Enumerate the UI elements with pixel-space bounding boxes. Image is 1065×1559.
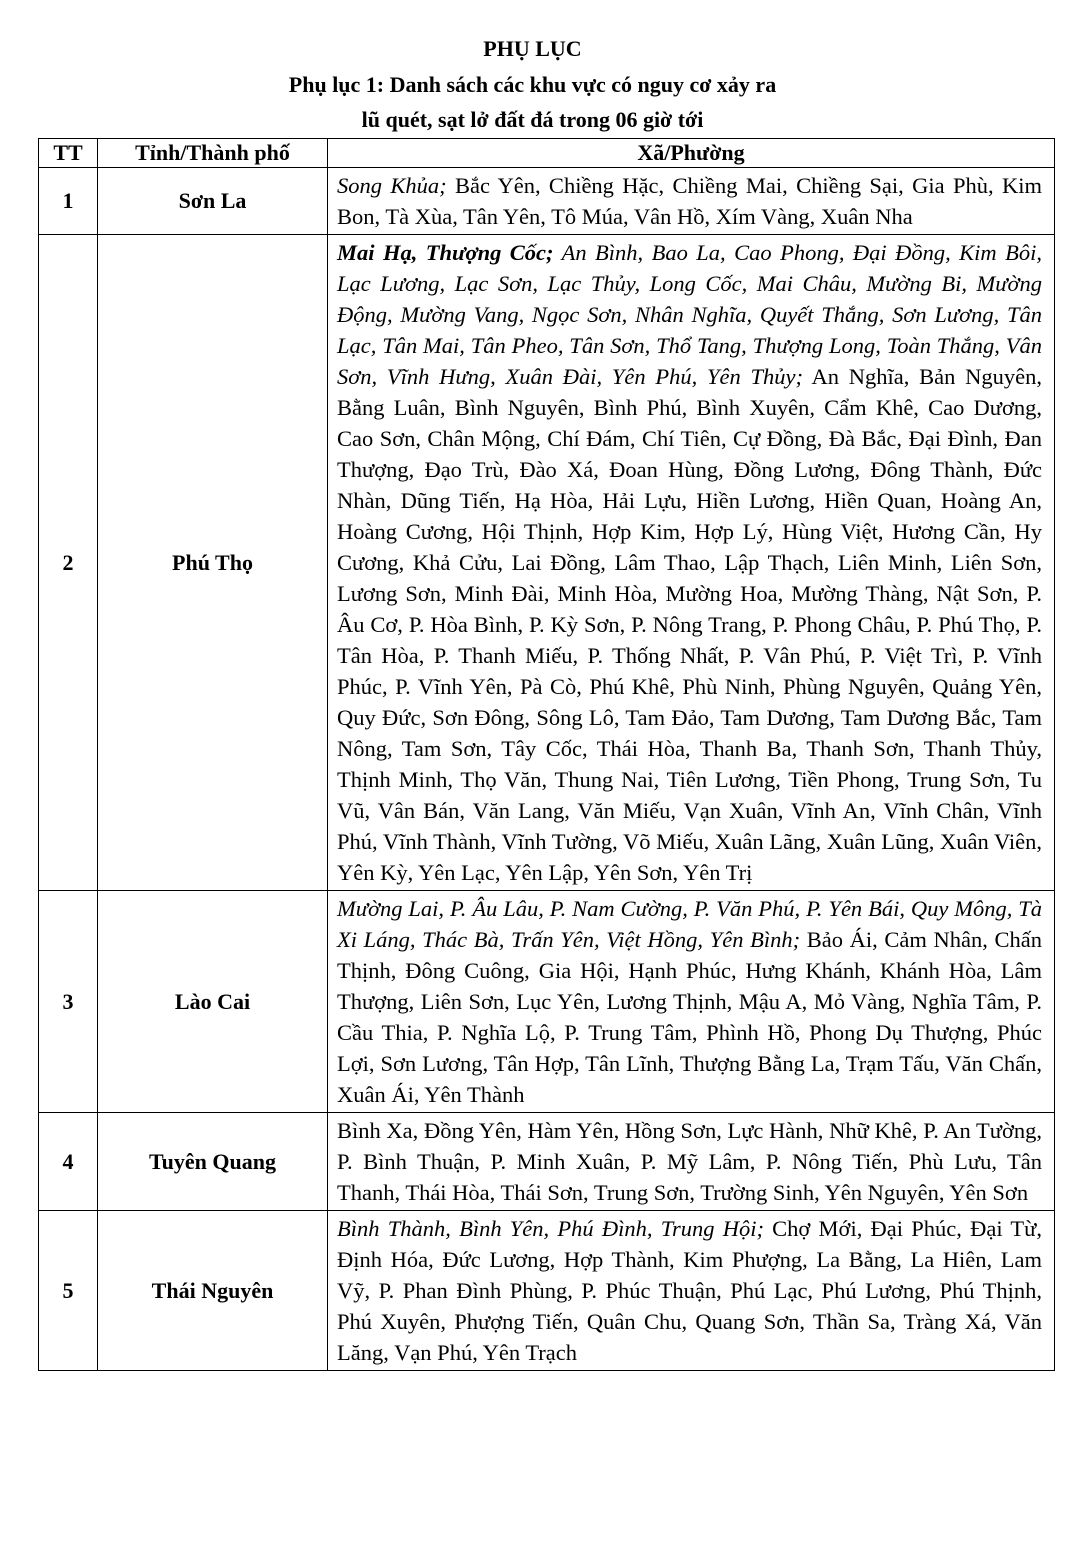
table-row <box>39 168 1055 235</box>
province-name: Tuyên Quang <box>98 1113 328 1211</box>
column-header-wards: Xã/Phường <box>328 139 1055 168</box>
table-row <box>39 1113 1055 1211</box>
row-number: 3 <box>39 891 98 1113</box>
table-row <box>39 891 1055 1113</box>
row-number: 5 <box>39 1211 98 1371</box>
ward-list-medium-risk: Mường Lai, P. Âu Lâu, P. Nam Cường, P. Văn Phú, P. Yên Bái, Quy Mông, Tà Xi Láng, Thác Bà, Trấn Yên, Việt Hồng, Yên Bình; <box>337 896 1042 952</box>
column-header-tt: TT <box>39 139 98 168</box>
appendix-subtitle-line2: lũ quét, sạt lở đất đá trong 06 giờ tới <box>361 107 704 132</box>
ward-list <box>328 891 1055 1113</box>
column-header-province: Tỉnh/Thành phố <box>98 139 328 168</box>
ward-list <box>328 1113 1055 1211</box>
province-name: Thái Nguyên <box>98 1211 328 1371</box>
ward-list <box>328 168 1055 235</box>
ward-list-low-risk: Chợ Mới, Đại Phúc, Đại Từ, Định Hóa, Đức Lương, Hợp Thành, Kim Phượng, La Bằng, La Hiên, Lam Vỹ, P. Phan Đình Phùng, P. Phúc Thuận, Phú Lạc, Phú Lương, Phú Thịnh, Phú Xuyên, Phượng Tiến, Quân Chu, Quang Sơn, Thần Sa, Tràng Xá, Văn Lăng, Vạn Phú, Yên Trạch <box>337 1216 1042 1365</box>
risk-area-table <box>38 138 1055 1371</box>
ward-list <box>328 1211 1055 1371</box>
table-row <box>39 235 1055 891</box>
ward-list <box>328 235 1055 891</box>
appendix-subtitle-line1: Phụ lục 1: Danh sách các khu vực có nguy cơ xảy ra <box>288 72 777 97</box>
row-number: 2 <box>39 235 98 891</box>
ward-list-medium-risk: Song Khủa; <box>337 173 447 198</box>
province-name: Lào Cai <box>98 891 328 1113</box>
ward-list-low-risk: Bắc Yên, Chiềng Hặc, Chiềng Mai, Chiềng Sại, Gia Phù, Kim Bon, Tà Xùa, Tân Yên, Tô Múa, Vân Hồ, Xím Vàng, Xuân Nha <box>337 173 1042 229</box>
ward-list-low-risk: An Nghĩa, Bản Nguyên, Bằng Luân, Bình Nguyên, Bình Phú, Bình Xuyên, Cẩm Khê, Cao Dương, Cao Sơn, Chân Mộng, Chí Đám, Chí Tiên, Cự Đồng, Đà Bắc, Đại Đình, Đan Thượng, Đạo Trù, Đào Xá, Đoan Hùng, Đồng Lương, Đông Thành, Đức Nhàn, Dũng Tiến, Hạ Hòa, Hải Lựu, Hiền Lương, Hiền Quan, Hoàng An, Hoàng Cương, Hội Thịnh, Hợp Kim, Hợp Lý, Hùng Việt, Hương Cần, Hy Cương, Khả Cửu, Lai Đồng, Lâm Thao, Lập Thạch, Liên Minh, Liên Sơn, Lương Sơn, Minh Đài, Minh Hòa, Mường Hoa, Mường Thàng, Nật Sơn, P. Âu Cơ, P. Hòa Bình, P. Kỳ Sơn, P. Nông Trang, P. Phong Châu, P. Phú Thọ, P. Tân Hòa, P. Thanh Miếu, P. Thống Nhất, P. Vân Phú, P. Việt Trì, P. Vĩnh Phúc, P. Vĩnh Yên, Pà Cò, Phú Khê, Phù Ninh, Phùng Nguyên, Quảng Yên, Quy Đức, Sơn Đông, Sông Lô, Tam Đảo, Tam Dương, Tam Dương Bắc, Tam Nông, Tam Sơn, Tây Cốc, Thái Hòa, Thanh Ba, Thanh Sơn, Thanh Thủy, Thịnh Minh, Thọ Văn, Thung Nai, Tiên Lương, Tiền Phong, Trung Sơn, Tu Vũ, Vân Bán, Văn Lang, Văn Miếu, Vạn Xuân, Vĩnh An, Vĩnh Chân, Vĩnh Phú, Vĩnh Thành, Vĩnh Tường, Võ Miếu, Xuân Lãng, Xuân Lũng, Xuân Viên, Yên Kỳ, Yên Lạc, Yên Lập, Yên Sơn, Yên Trị <box>337 364 1042 885</box>
row-number: 4 <box>39 1113 98 1211</box>
ward-list-medium-risk: Bình Thành, Bình Yên, Phú Đình, Trung Hội; <box>337 1216 764 1241</box>
ward-list-medium-risk: An Bình, Bao La, Cao Phong, Đại Đồng, Kim Bôi, Lạc Lương, Lạc Sơn, Lạc Thủy, Long Cốc, Mai Châu, Mường Bi, Mường Động, Mường Vang, Ngọc Sơn, Nhân Nghĩa, Quyết Thắng, Sơn Lương, Tân Lạc, Tân Mai, Tân Pheo, Tân Sơn, Thổ Tang, Thượng Long, Toàn Thắng, Vân Sơn, Vĩnh Hưng, Xuân Đài, Yên Phú, Yên Thủy; <box>337 240 1042 389</box>
table-row <box>39 1211 1055 1371</box>
province-name: Sơn La <box>98 168 328 235</box>
row-number: 1 <box>39 168 98 235</box>
ward-list-low-risk: Bình Xa, Đồng Yên, Hàm Yên, Hồng Sơn, Lực Hành, Nhữ Khê, P. An Tường, P. Bình Thuận, P. Minh Xuân, P. Mỹ Lâm, P. Nông Tiến, Phù Lưu, Tân Thanh, Thái Hòa, Thái Sơn, Trung Sơn, Trường Sinh, Yên Nguyên, Yên Sơn <box>337 1118 1042 1205</box>
ward-list-low-risk: Bảo Ái, Cảm Nhân, Chấn Thịnh, Đông Cuông, Gia Hội, Hạnh Phúc, Hưng Khánh, Khánh Hòa, Lâm Thượng, Liên Sơn, Lục Yên, Lương Thịnh, Mậu A, Mỏ Vàng, Nghĩa Tâm, P. Cầu Thia, P. Nghĩa Lộ, P. Trung Tâm, Phình Hồ, Phong Dụ Thượng, Phúc Lợi, Sơn Lương, Tân Hợp, Tân Lĩnh, Thượng Bằng La, Trạm Tấu, Văn Chấn, Xuân Ái, Yên Thành <box>337 927 1042 1107</box>
appendix-title: PHỤ LỤC <box>483 36 582 61</box>
ward-list-high-risk: Mai Hạ, Thượng Cốc; <box>337 240 554 265</box>
province-name: Phú Thọ <box>98 235 328 891</box>
table-header-row <box>39 139 1055 168</box>
